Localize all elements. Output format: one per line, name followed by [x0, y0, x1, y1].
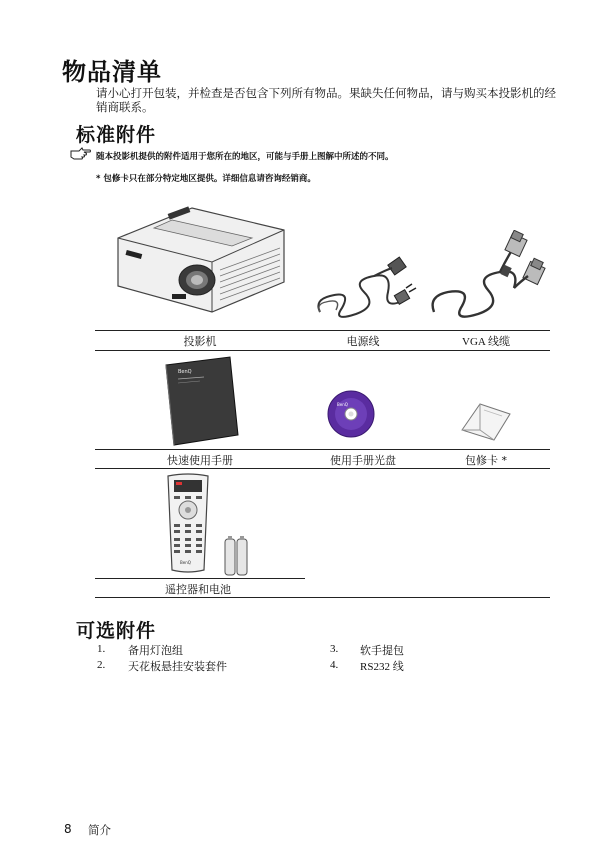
item-caption: VGA 线缆	[462, 336, 510, 348]
manual-cd-image	[327, 390, 375, 438]
item-caption: 遥控器和电池	[165, 583, 231, 596]
table-rule	[95, 449, 550, 450]
manual-brand: BenQ	[178, 369, 192, 375]
list-number: 2.	[97, 659, 106, 671]
warranty-card-image	[458, 400, 514, 442]
table-rule	[95, 350, 550, 351]
list-number: 4.	[330, 659, 339, 671]
power-cord-image	[312, 252, 422, 324]
projector-image	[112, 200, 292, 320]
page-number: 8	[64, 822, 72, 836]
optional-item: 备用灯泡组	[128, 644, 183, 657]
table-rule	[95, 468, 550, 469]
table-rule	[95, 578, 305, 579]
table-rule	[95, 597, 550, 598]
optional-item: RS232 线	[360, 661, 404, 673]
list-number: 1.	[97, 643, 106, 655]
batteries-image	[223, 535, 249, 577]
item-caption: 使用手册光盘	[330, 454, 396, 467]
item-caption: 包修卡 *	[465, 454, 507, 467]
section-label: 简介	[88, 823, 111, 837]
list-number: 3.	[330, 643, 339, 655]
table-rule	[95, 330, 550, 331]
svg-text:BenQ: BenQ	[180, 560, 191, 565]
optional-accessories-heading: 可选附件	[76, 620, 157, 642]
region-note: 随本投影机提供的附件适用于您所在的地区，可能与手册上图解中所述的不同。	[96, 152, 394, 162]
warranty-card-note: * 包修卡只在部分特定地区提供。详细信息请咨询经销商。	[96, 174, 316, 184]
svg-text:BenQ: BenQ	[337, 402, 348, 407]
pointing-hand-icon	[70, 147, 92, 161]
item-caption: 投影机	[183, 335, 217, 348]
vga-cable-image	[428, 230, 548, 325]
item-caption: 快速使用手册	[167, 454, 233, 467]
quick-start-manual-image	[160, 355, 242, 447]
optional-item: 天花板悬挂安装套件	[128, 660, 227, 673]
intro-paragraph: 请小心打开包装，并检查是否包含下列所有物品。果缺失任何物品，请与购买本投影机的经销商联系。	[96, 86, 556, 114]
remote-control-image	[162, 472, 214, 576]
page-title: 物品清单	[62, 58, 162, 86]
optional-item: 软手提包	[360, 644, 404, 657]
standard-accessories-heading: 标准附件	[76, 124, 157, 146]
item-caption: 电源线	[346, 335, 380, 348]
